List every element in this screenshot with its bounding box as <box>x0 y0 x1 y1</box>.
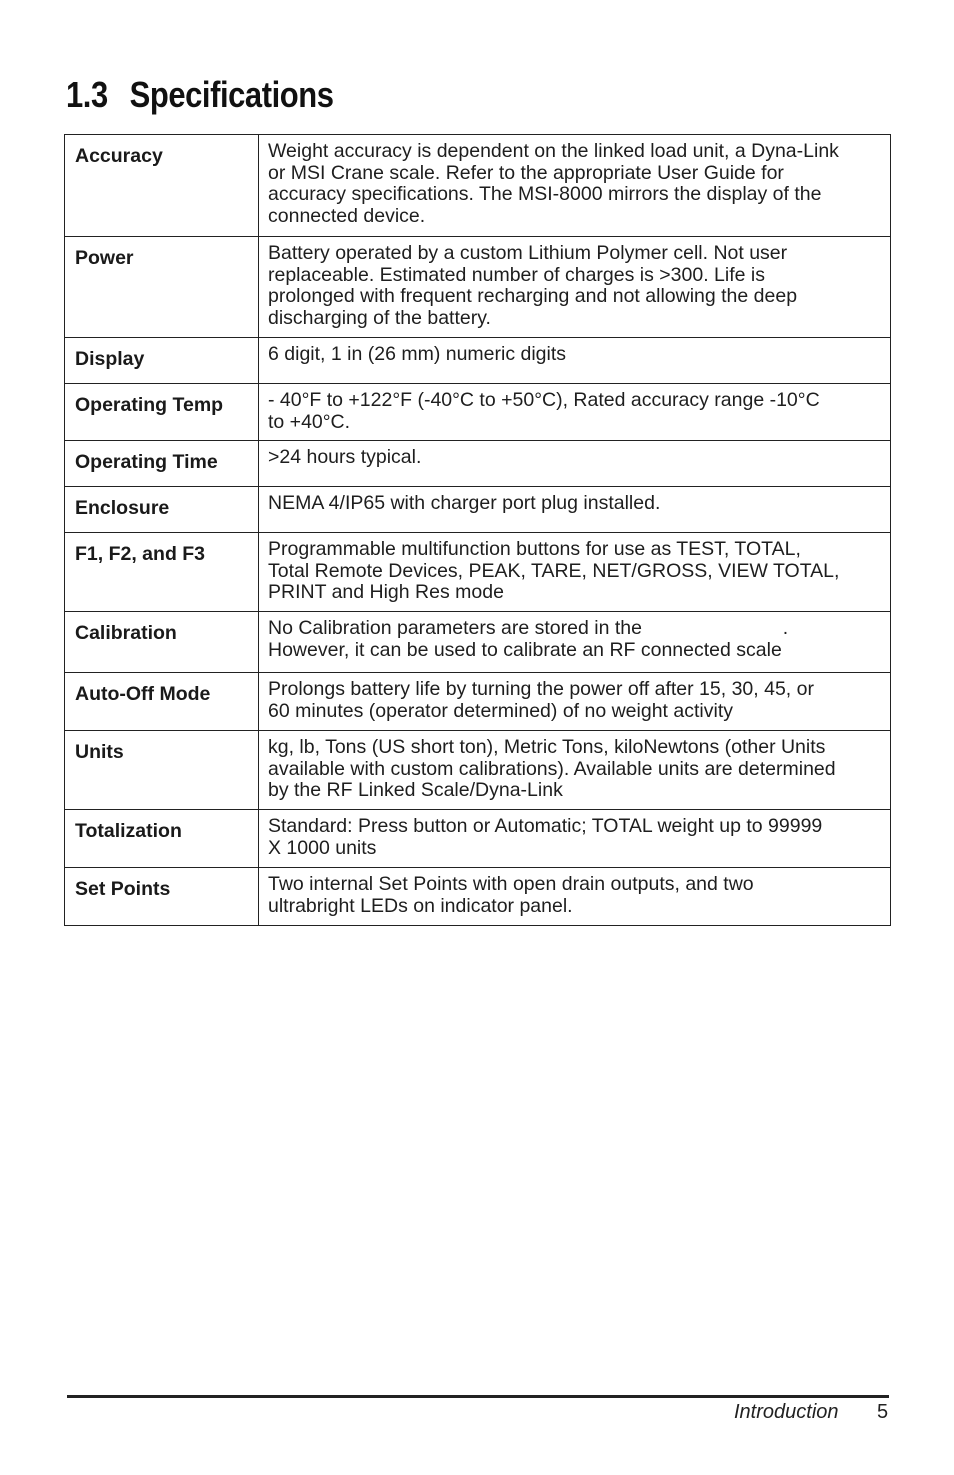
spec-description-line: prolonged with frequent recharging and not allowing the deep <box>268 285 798 308</box>
spec-name: Operating Time <box>65 441 259 487</box>
spec-description <box>259 810 891 868</box>
spec-name: Auto-Off Mode <box>65 673 259 731</box>
spec-description-line: accuracy specifications. The MSI-8000 mirrors the display of the <box>268 183 822 206</box>
spec-description-line: connected device. <box>268 204 426 227</box>
spec-row <box>65 612 891 673</box>
spec-name: Set Points <box>65 868 259 926</box>
spec-name: Calibration <box>65 612 259 673</box>
spec-row <box>65 810 891 868</box>
spec-description <box>259 237 891 338</box>
spec-description-line: discharging of the battery. <box>268 306 491 329</box>
spec-row <box>65 533 891 612</box>
spec-description-line: to +40°C. <box>268 410 351 433</box>
footer-page-number: 5 <box>877 1401 889 1423</box>
spec-description-line: replaceable. Estimated number of charges is >300. Life is <box>268 263 765 286</box>
specifications-table <box>64 134 891 926</box>
spec-description-line: 6 digit, 1 in (26 mm) numeric digits <box>268 343 567 365</box>
footer-rule <box>67 1395 889 1398</box>
spec-description-line: - 40°F to +122°F (-40°C to +50°C), Rated accuracy range -10°C <box>268 389 820 411</box>
spec-name: Accuracy <box>65 135 259 237</box>
spec-name: Units <box>65 731 259 810</box>
spec-row <box>65 237 891 338</box>
footer-section-name: Introduction <box>734 1401 839 1423</box>
spec-description <box>259 135 891 237</box>
spec-description <box>259 338 891 384</box>
spec-description-line: 60 minutes (operator determined) of no weight activity <box>268 699 733 722</box>
spec-description-line: However, it can be used to calibrate an RF connected scale <box>268 638 782 661</box>
spec-name: Totalization <box>65 810 259 868</box>
spec-name: Operating Temp <box>65 384 259 441</box>
spec-row <box>65 135 891 237</box>
section-title: Specifications <box>129 74 334 115</box>
spec-description-line: kg, lb, Tons (US short ton), Metric Tons, kiloNewtons (other Units <box>268 736 826 758</box>
spec-description <box>259 731 891 810</box>
spec-row <box>65 384 891 441</box>
spec-description <box>259 384 891 441</box>
spec-description <box>259 487 891 533</box>
spec-name: Enclosure <box>65 487 259 533</box>
spec-row <box>65 441 891 487</box>
spec-description <box>259 673 891 731</box>
spec-description-line: Total Remote Devices, PEAK, TARE, NET/GROSS, VIEW TOTAL, <box>268 559 840 582</box>
spec-name: Display <box>65 338 259 384</box>
spec-description-line: Two internal Set Points with open drain outputs, and two <box>268 873 754 895</box>
spec-name: Power <box>65 237 259 338</box>
section-heading <box>66 74 334 116</box>
spec-row <box>65 868 891 926</box>
spec-description <box>259 533 891 612</box>
spec-description-line: No Calibration parameters are stored in the . <box>268 617 789 639</box>
spec-row <box>65 673 891 731</box>
spec-row <box>65 487 891 533</box>
spec-row <box>65 338 891 384</box>
spec-description-line: available with custom calibrations). Available units are determined <box>268 757 836 780</box>
spec-description-line: >24 hours typical. <box>268 446 422 468</box>
spec-description-line: by the RF Linked Scale/Dyna-Link <box>268 779 563 802</box>
spec-description-line: ultrabright LEDs on indicator panel. <box>268 894 573 917</box>
spec-description-line: Battery operated by a custom Lithium Polymer cell. Not user <box>268 242 788 264</box>
spec-row <box>65 731 891 810</box>
spec-description <box>259 868 891 926</box>
spec-description-line: NEMA 4/IP65 with charger port plug installed. <box>268 492 661 514</box>
spec-description-line: Programmable multifunction buttons for use as TEST, TOTAL, <box>268 538 801 560</box>
spec-description-line: or MSI Crane scale. Refer to the appropriate User Guide for <box>268 161 784 184</box>
section-number: 1.3 <box>66 74 108 115</box>
spec-description-line: PRINT and High Res mode <box>268 581 504 604</box>
spec-description <box>259 612 891 673</box>
spec-description-line: Weight accuracy is dependent on the linked load unit, a Dyna-Link <box>268 140 839 162</box>
spec-name: F1, F2, and F3 <box>65 533 259 612</box>
spec-description-line: X 1000 units <box>268 836 377 859</box>
spec-description-line: Prolongs battery life by turning the power off after 15, 30, 45, or <box>268 678 814 700</box>
spec-description-line: Standard: Press button or Automatic; TOTAL weight up to 99999 <box>268 815 823 837</box>
spec-description <box>259 441 891 487</box>
